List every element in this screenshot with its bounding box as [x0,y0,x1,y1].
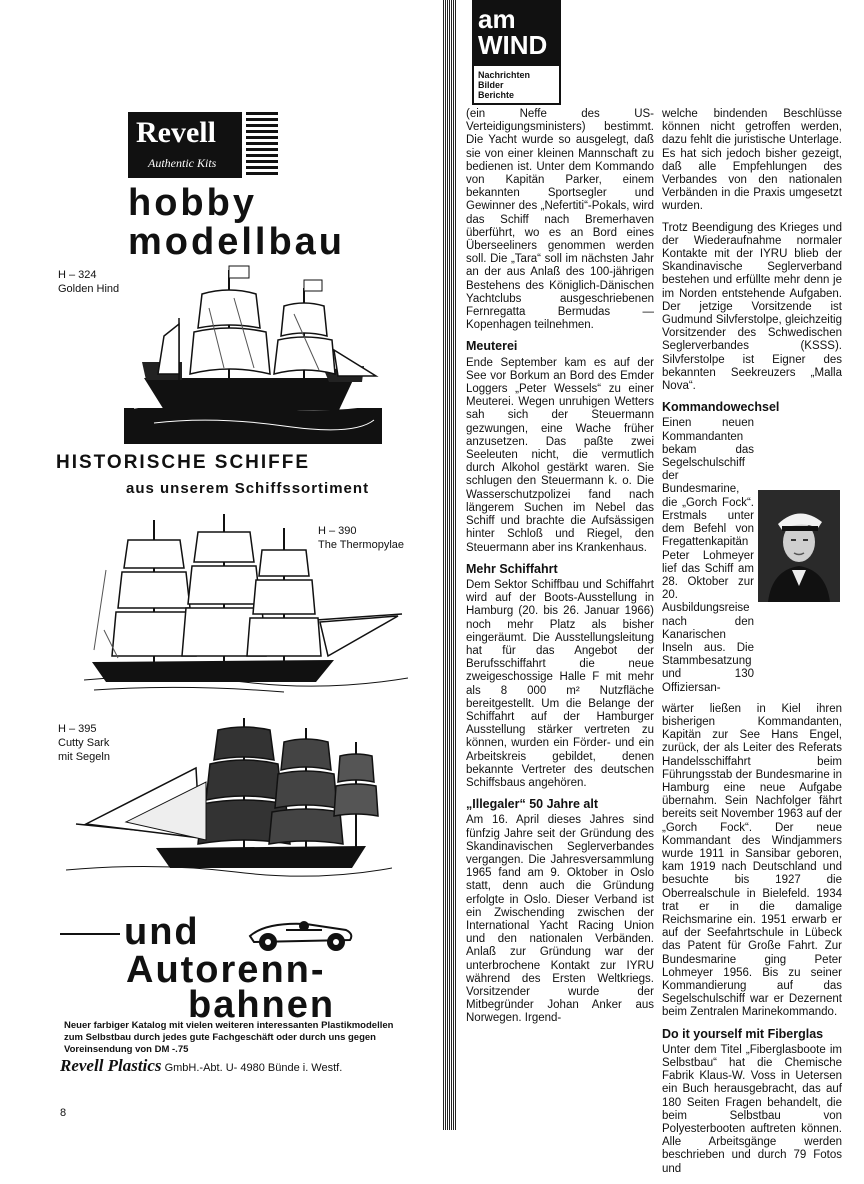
subtitle-berichte: Berichte [478,90,515,100]
headline-modellbau: modellbau [128,221,346,263]
ship2-code: H – 390 [318,525,357,537]
revell-logo-box [128,112,242,178]
article-column-1 [466,108,654,1034]
commander-portrait-photo [758,490,840,602]
am-wind-title-block [474,0,559,66]
ship1-label [58,268,119,296]
revell-logo [128,112,278,178]
revell-tagline: Authentic Kits [148,156,217,170]
intro-paragraph: (ein Neffe des US-Verteidigungsministers) bestimmt. Die Yacht wurde so ausgelegt, daß sie von einer kleinen Mannschaft zu bedienen ist. Unter dem Kommando von Kapitän Parker, einem bekannten Sportsegler und Gewinner des „Nefertiti“-Pokals, wird das Schiff nach Bremerhaven überführt, wo es an Bord eines Überseeliners genommen werden soll. Die „Tara“ soll im nächsten Jahr an der aus Anlaß des 100-jährigen Bestehens des Königlich-Dänischen Yachtclubs ausgeschriebenen Fernregatta Bermudas — Kopenhagen teilnehmen. [466,108,654,332]
company-name: Revell Plastics [60,1056,162,1075]
golden-hind-illustration [124,258,382,444]
article-column-2 [662,108,842,1184]
revell-advertisement [0,0,440,1130]
race-car-illustration [246,912,358,952]
fiberglas-paragraph: Unter dem Titel „Fiberglasboote im Selbstbau“ hat die Chemische Fabrik Klaus-W. Voss in Uetersen ein Buch herausgebracht, das auf 180 Seiten Fragen behandelt, die beim Selbstbau von Polyesterbooten auftreten können. Alle Arbeitsgänge werden beschrieben und durch 79 Fotos und [662,1043,842,1175]
am-wind-title-am: am [478,4,516,34]
und-line [60,933,120,935]
ship3-name-line2: mit Segeln [58,751,110,763]
catalog-text: Neuer farbiger Katalog mit vielen weiteren interessanten Plastikmodellen zum Selbstbau durch jedes gute Fachgeschäft oder durch uns gegen Voreinsendung von DM -.75 [64,1020,394,1055]
schiffahrt-paragraph: Dem Sektor Schiffbau und Schiffahrt wird auf der Boots-Ausstellung in Hamburg (20. bis 26. Januar 1966) noch mehr Platz als bisher eingeräumt. Die Ausstellungsleitung hat für das Angebot der Berufsschiffahrt die neue zweigeschossige Halle F mit mehr als 8 000 m² Nutzfläche bereitgestellt. Um die Belange der Schiffahrt auf der Hamburger Ausstellung stärker vertreten zu können, wurden ein Förder- und ein Arbeitskreis gebildet, denen bekannte Vertreter des deutschen Schiffsbaus angehören. [466,578,654,789]
am-wind-subtitle [478,70,530,100]
heading-meuterei: Meuterei [466,339,518,354]
logo-stripes [246,112,278,178]
kommando-paragraph-a: Einen neuen Kommandanten bekam das Segelschulschiff der Bundesmarine, die „Gorch Fock“. Erstmals unter dem Befehl von Fregattenkapitän Peter Lohmeyer lief das Schiff am 28. Oktober zur 20. Ausbildungsreise nach den Kanarischen Inseln aus. Die Stammbesatzung und 130 Offiziersan- [662,417,754,694]
illegaler-paragraph: Am 16. April dieses Jahres sind fünfzig Jahre seit der Gründung des Skandinavischen Seglerverbandes vergangen. Die Jahresversammlung 1965 fand am 9. Oktober in Oslo statt, denn auch die Gründung erfolgte in Oslo. Dieser Verband ist ein Zwischending zwischen der International Yacht Racing Union und den nationalen Verbänden. Anlaß zur Gründung war der unterbrochene Kontakt zur IYRU während des Ersten Weltkriegs. Vorsitzender wurde der Mitbegründer Johan Anker aus Norwegen. Irgend- [466,814,654,1025]
cutty-sark-illustration [66,712,392,884]
ship1-code: H – 324 [58,269,97,281]
ship2-name: The Thermopylae [318,539,405,551]
subtitle-nachrichten: Nachrichten [478,70,531,80]
am-wind-title-wind: WIND [478,30,548,60]
company-line [60,1056,342,1076]
section-title: HISTORISCHE SCHIFFE [56,452,311,473]
col2-paragraph-b: Trotz Beendigung des Krieges und der Wiederaufnahme normaler Kontakte mit der IYRU blieb der Skandinavische Seglerverband bestehen und erfüllte mehr denn je im Norden entstehende Aufgaben. Der jetzige Vorsitzende ist Gudmund Silvferstolpe, gleichzeitig Vorsitzender des Schwedischen Seglerverbandes (KSSS). Silvferstolpe ist Eigner des bekannten Seekreuzers „Malla Nova“. [662,221,842,393]
ship3-code: H – 395 [58,723,97,735]
heading-kommandowechsel: Kommandowechsel [662,400,780,415]
news-column [462,0,864,1175]
kommando-paragraph-b: wärter ließen in Kiel ihren bisherigen Kommandanten, Kapitän zur See Hans Engel, zurück, der als Leiter des Referats Handelsschiffahrt beim Führungsstab der Bundesmarine in Hamburg eine neue Aufgabe übernahm. Sein Nachfolger fährt bereits seit November 1963 auf der „Gorch Fock“. Der neue Kommandant des Windjammers wurde 1911 in Sansibar geboren, kam 1919 nach Deutschland und besuchte bis 1927 die Oberrealschule in Bielefeld. 1934 trat er in die damalige Reichsmarine ein. 1951 erwarb er auf der Seefahrtschule in Lübeck das Patent für Große Fahrt. Zur Bundesmarine ging Peter Lohmeyer 1956. Bis zu seiner Kommandierung auf das Segelschulschiff war er Dezernent beim Zentralen Marinekommando. [662,702,842,1019]
subtitle-bilder: Bilder [478,80,504,90]
ship3-name-line1: Cutty Sark [58,737,110,749]
company-address: GmbH.-Abt. U- 4980 Bünde i. Westf. [164,1062,343,1074]
page-gutter [443,0,457,1130]
revell-brand: Revell [136,116,216,149]
heading-illegaler: „Illegaler“ 50 Jahre alt [466,797,599,812]
ship1-name: Golden Hind [58,283,120,295]
am-wind-header [472,0,561,105]
page-number: 8 [60,1107,67,1119]
und-text: und [124,911,200,953]
headline-hobby: hobby [128,182,257,224]
headline-autorenn: Autorenn- [126,949,326,991]
col2-paragraph-a: welche bindenden Beschlüsse können nicht getroffen werden, dazu fehlt die juristische Unterlage. Es hat sich jedoch bisher gezeigt, daß alle Empfehlungen des Verbandes von den nationalen Verbänden in die Praxis umgesetzt wurden. [662,108,842,213]
headline-und [60,912,200,952]
meuterei-paragraph: Ende September kam es auf der See vor Borkum an Bord des Emder Loggers „Peter Wessels“ zu einer Meuterei. Wegen unruhigen Wetters sah sich der Steuermann gezwungen, eine Wache früher anzusetzen. Das paßte zwei Seeleuten nicht, die vermutlich durch Alkohol gestärkt waren. Sie schlugen den Steuermann k. o. Die Wasserschutzpolizei fand nach längerem Suchen im Nebel das Schiff und brachte die Aufsässigen hinter Schloß und Riegel, den Steuermann aber ins Krankenhaus. [466,356,654,554]
heading-fiberglas: Do it yourself mit Fiberglas [662,1026,824,1041]
headline-bahnen: bahnen [188,984,336,1026]
heading-mehr-schiffahrt: Mehr Schiffahrt [466,561,558,576]
thermopylae-illustration [84,510,408,698]
section-subtitle: aus unserem Schiffssortiment [126,480,370,497]
